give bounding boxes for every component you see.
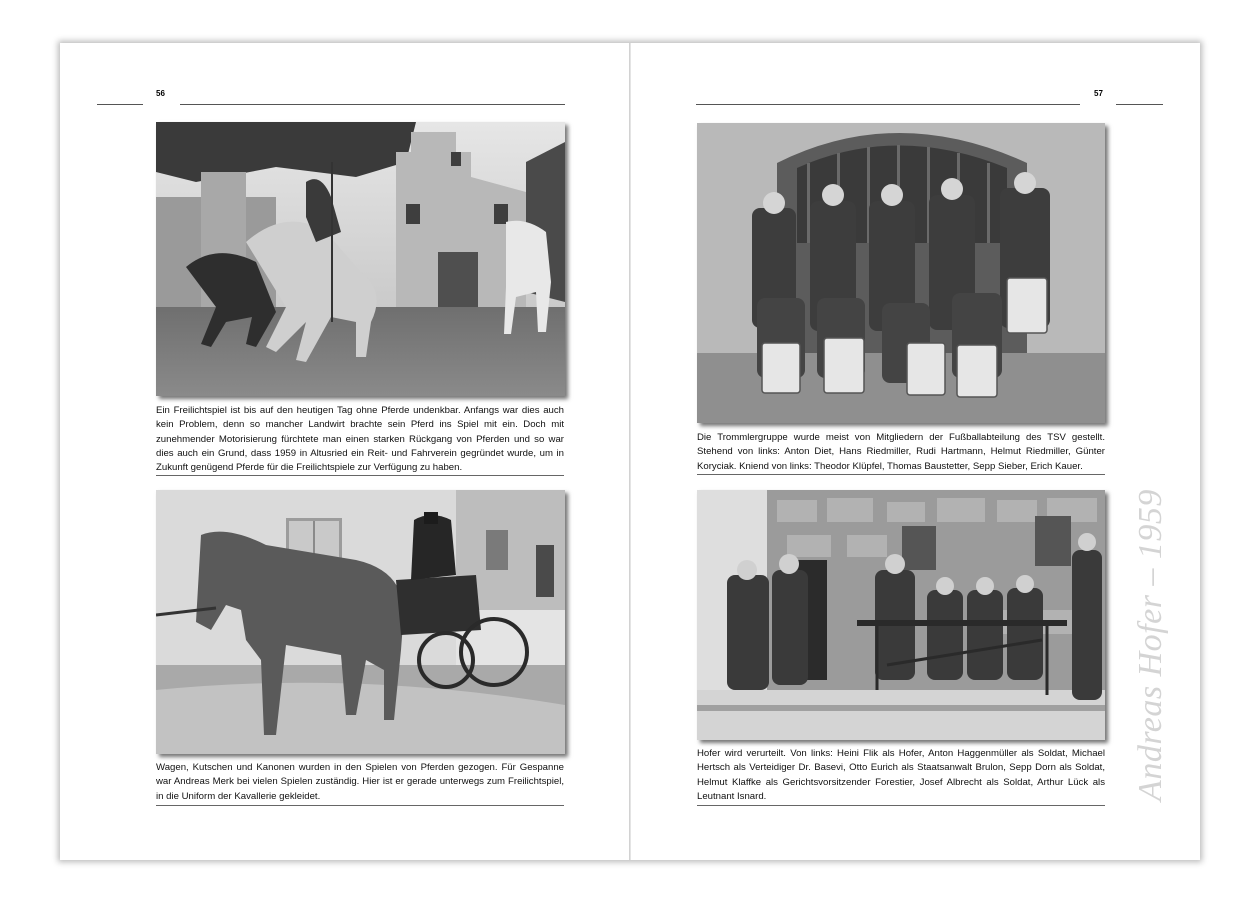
page-number-left: 56 [156, 89, 165, 98]
photo-horses-riders [156, 122, 565, 396]
header-rule-right-short [1116, 104, 1163, 105]
caption-rule [156, 475, 564, 476]
photo-drummer-group [697, 123, 1105, 423]
caption-rule [156, 805, 564, 806]
chapter-side-title: Andreas Hofer – 1959 [1132, 489, 1169, 801]
caption-drummers: Die Trommlergruppe wurde meist von Mitgliedern der Fußballabteilung des TSV gestellt. Stehend von links: Anton Diet, Hans Riedmiller, Rudi Hartmann, Helmut Riedmiller, Günter Koryciak. Kniend von links: Theodor Klüpfel, Thomas Baustetter, Sepp Sieber, Erich Kauer. [697, 432, 1105, 472]
header-rule-right-long [696, 104, 1080, 105]
caption-carriage: Wagen, Kutschen und Kanonen wurden in den Spielen von Pferden gezogen. Für Gespanne war Andreas Merk bei vielen Spielen zuständig. Hier ist er gerade unterwegs zum Freilichtspiel, in die Uniform der Kavallerie gekleidet. [156, 762, 564, 802]
caption-horses: Ein Freilichtspiel ist bis auf den heutigen Tag ohne Pferde undenkbar. Anfangs war dies auch kein Problem, denn so mancher Landwirt brachte sein Pferd ins Spiel mit ein. Doch mit zunehmender Motorisierung fürchtete man einen starken Rückgang von Pferden und so war dies auch ein Grund, dass 1959 in Altusried ein Reit- und Fahrverein gegründet wurde, um in Zukunft genügend Pferde für die Freilichtspiele zur Verfügung zu haben. [156, 405, 564, 474]
header-rule-left-long [180, 104, 565, 105]
book-gutter [629, 43, 631, 860]
caption-rule [697, 805, 1105, 806]
caption-trial: Hofer wird verurteilt. Von links: Heini Flik als Hofer, Anton Haggenmüller als Soldat, Michael Hertsch als Verteidiger Dr. Basevi, Otto Eurich als Staatsanwalt Brulon, Sepp Dorn als Soldat, Helmut Klaffke als Gerichtsvorsitzender Forestier, Josef Albrecht als Soldat, Arthur Lück als Leutnant Isnard. [697, 748, 1105, 802]
photo-horse-carriage [156, 490, 565, 754]
caption-rule [697, 474, 1105, 475]
page-number-right: 57 [1094, 89, 1103, 98]
header-rule-left-short [97, 104, 143, 105]
photo-trial-scene [697, 490, 1105, 740]
